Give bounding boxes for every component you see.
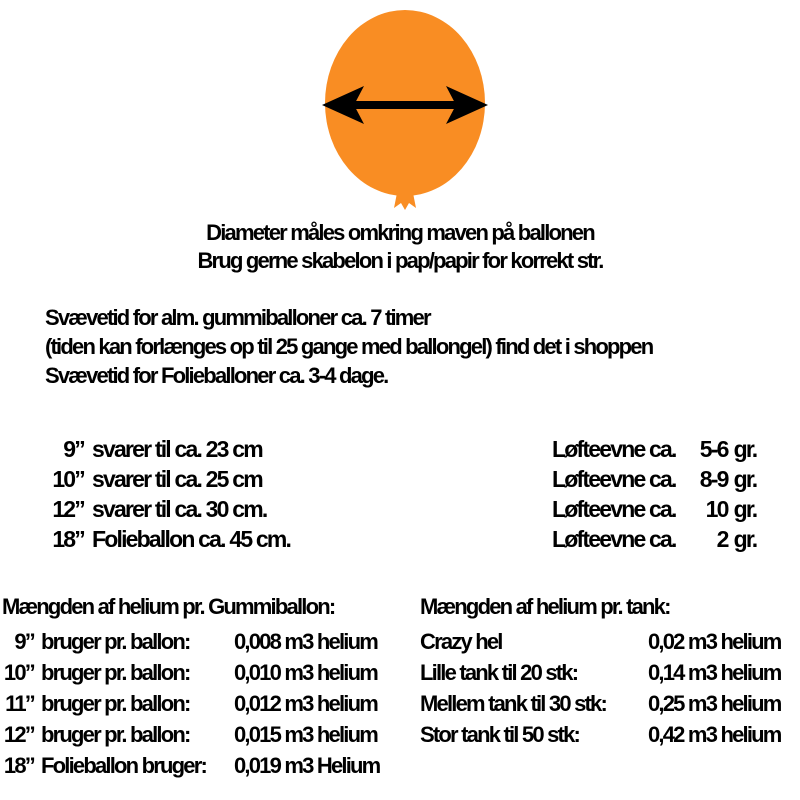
lift-value: 5-6 [699,436,728,462]
helium-per-tank-section [420,592,800,750]
balloon-size: 10” [52,466,84,492]
helium-amount: 0,012 m3 helium [234,691,377,716]
lift-value: 10 [705,496,728,522]
caption-line-1: Diameter måles omkring maven på ballonen [206,220,594,245]
balloon-knot [394,193,416,210]
table-row [420,688,800,719]
lift-label: Løfteevne ca. [552,466,676,492]
table-row [46,434,776,464]
table-row [2,657,418,688]
lift-label: Løfteevne ca. [552,436,676,462]
lift-unit: gr. [733,526,757,552]
row-label: bruger pr. ballon: [41,691,190,716]
helium-amount: 0,010 m3 helium [234,660,377,685]
helium-amount: 0,008 m3 helium [234,629,377,654]
lift-label: Løfteevne ca. [552,526,676,552]
table-row [46,524,776,554]
float-info-line-1: Svævetid for alm. gummiballoner ca. 7 timer [45,305,430,330]
lift-value: 8-9 [699,466,728,492]
size-description: svarer til ca. 23 cm [92,436,262,462]
table-row [46,494,776,524]
balloon-caption [0,219,800,275]
size-description: Folieballon ca. 45 cm. [92,526,291,552]
table-row [46,464,776,494]
float-info-line-2: (tiden kan forlænges op til 25 gange med ballongel) find det i shoppen [45,334,653,359]
float-time-info [45,303,652,390]
row-label: Mellem tank til 30 stk: [420,691,607,716]
balloon-size: 18” [52,526,84,552]
row-label: bruger pr. ballon: [41,660,190,685]
table-row [2,750,418,781]
helium-amount: 0,25 m3 helium [648,691,781,716]
lift-value: 2 [716,526,728,552]
row-label: bruger pr. ballon: [41,722,190,747]
float-info-line-3: Svævetid for Folieballoner ca. 3-4 dage. [45,363,388,388]
balloon-size: 9” [63,436,84,462]
helium-amount: 0,42 m3 helium [648,722,781,747]
lift-capacity [552,434,756,464]
row-label: Lille tank til 20 stk: [420,660,578,685]
lift-unit: gr. [733,466,757,492]
row-label: bruger pr. ballon: [41,629,190,654]
table-row [2,688,418,719]
lift-capacity [552,494,756,524]
row-label: Crazy hel [420,629,502,654]
helium-amount: 0,019 m3 Helium [234,753,380,778]
helium-amount: 0,14 m3 helium [648,660,781,685]
section-title: Mængden af helium pr. tank: [420,594,670,619]
table-row [420,626,800,657]
helium-per-balloon-section [2,592,418,781]
table-row [420,719,800,750]
helium-amount: 0,015 m3 helium [234,722,377,747]
size-description: svarer til ca. 30 cm. [92,496,267,522]
table-row [2,719,418,750]
row-label: Folieballon bruger: [41,753,207,778]
balloon-icon [316,2,496,216]
balloon-size: 11” [5,691,34,716]
balloon-size: 12” [3,722,34,747]
balloon-size: 12” [52,496,84,522]
balloon-size: 9” [14,629,34,654]
lift-unit: gr. [733,436,757,462]
balloon-size: 10” [3,660,34,685]
balloon-diameter-figure [316,2,496,216]
section-title: Mængden af helium pr. Gummiballon: [2,594,335,619]
lift-capacity [552,464,756,494]
table-row [2,626,418,657]
table-row [420,657,800,688]
lift-capacity [552,524,756,554]
size-description: svarer til ca. 25 cm [92,466,262,492]
balloon-size: 18” [3,753,34,778]
size-conversion-table [46,434,776,554]
lift-unit: gr. [733,496,757,522]
helium-amount: 0,02 m3 helium [648,629,781,654]
row-label: Stor tank til 50 stk: [420,722,580,747]
lift-label: Løfteevne ca. [552,496,676,522]
caption-line-2: Brug gerne skabelon i pap/papir for korrekt str. [197,248,603,273]
